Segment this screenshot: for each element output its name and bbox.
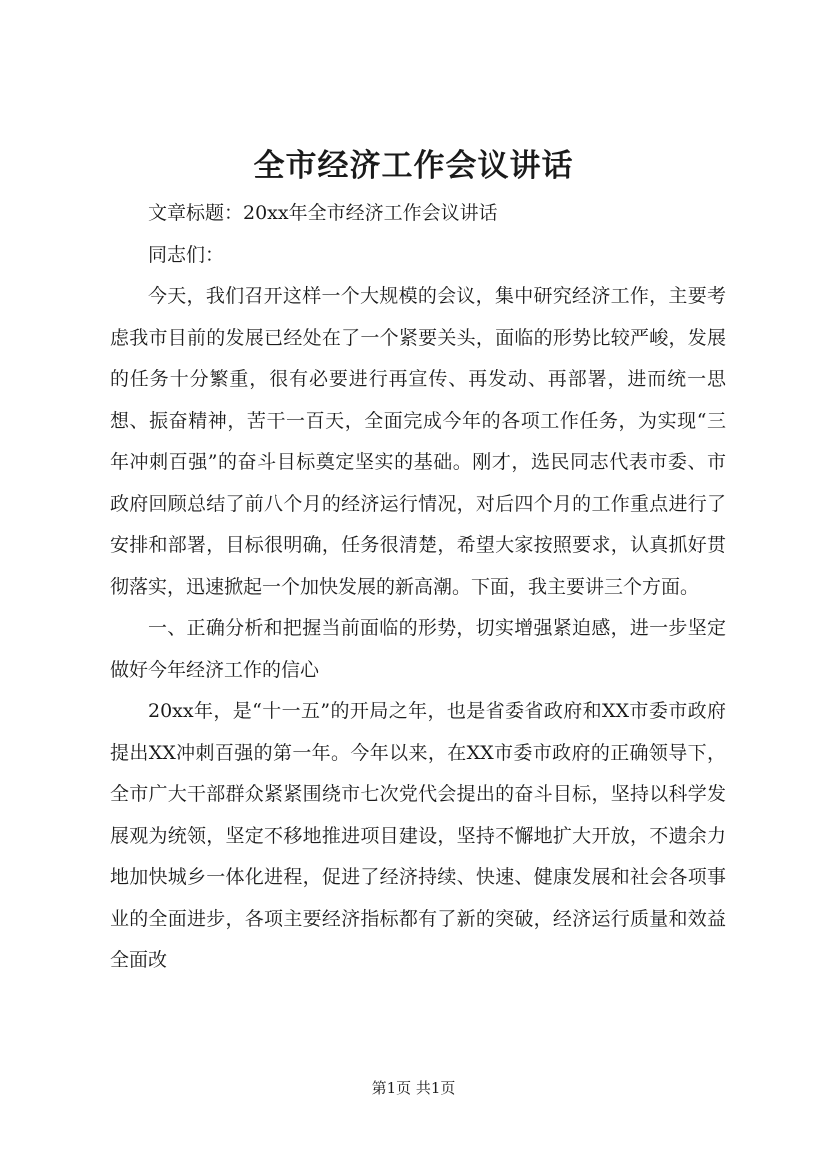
document-title: 全市经济工作会议讲话 — [253, 148, 574, 184]
page-footer: 第1页 共1页 — [371, 1079, 456, 1097]
paragraph-intro: 今天，我们召开这样一个大规模的会议，集中研究经济工作，主要考虑我市目前的发展已经处在了一个紧要关头，面临的形势比较严峻，发展的任务十分繁重，很有必要进行再宣传、再发动、再部署，进而统一思想、振奋精神，苦干一百天，全面完成今年的各项工作任务，为实现“三年冲刺百强”的奋斗目标奠定坚实的基础。刚才，选民同志代表市委、市政府回顾总结了前八个月的经济运行情况，对后四个月的工作重点进行了安排和部署，目标很明确，任务很清楚，希望大家按照要求，认真抓好贯彻落实，迅速掀起一个加快发展的新高潮。下面，我主要讲三个方面。 — [110, 285, 726, 598]
paragraph-section-1: 20xx年，是“十一五”的开局之年，也是省委省政府和XX市委市政府提出XX冲刺百强的第一年。今年以来，在XX市委市政府的正确领导下，全市广大干部群众紧紧围绕市七次党代会提出的奋斗目标，坚持以科学发展观为统领，坚定不移地推进项目建设，坚持不懈地扩大开放，不遗余力地加快城乡一体化进程，促进了经济持续、快速、健康发展和社会各项事业的全面进步，各项主要经济指标都有了新的突破，经济运行质量和效益全面改 — [110, 700, 726, 971]
section-heading-1: 一、正确分析和把握当前面临的形势，切实增强紧迫感，进一步坚定做好今年经济工作的信心 — [110, 617, 726, 681]
salutation: 同志们： — [148, 243, 225, 266]
document-body — [110, 193, 726, 982]
article-title-line: 文章标题：20xx年全市经济工作会议讲话 — [148, 202, 498, 224]
